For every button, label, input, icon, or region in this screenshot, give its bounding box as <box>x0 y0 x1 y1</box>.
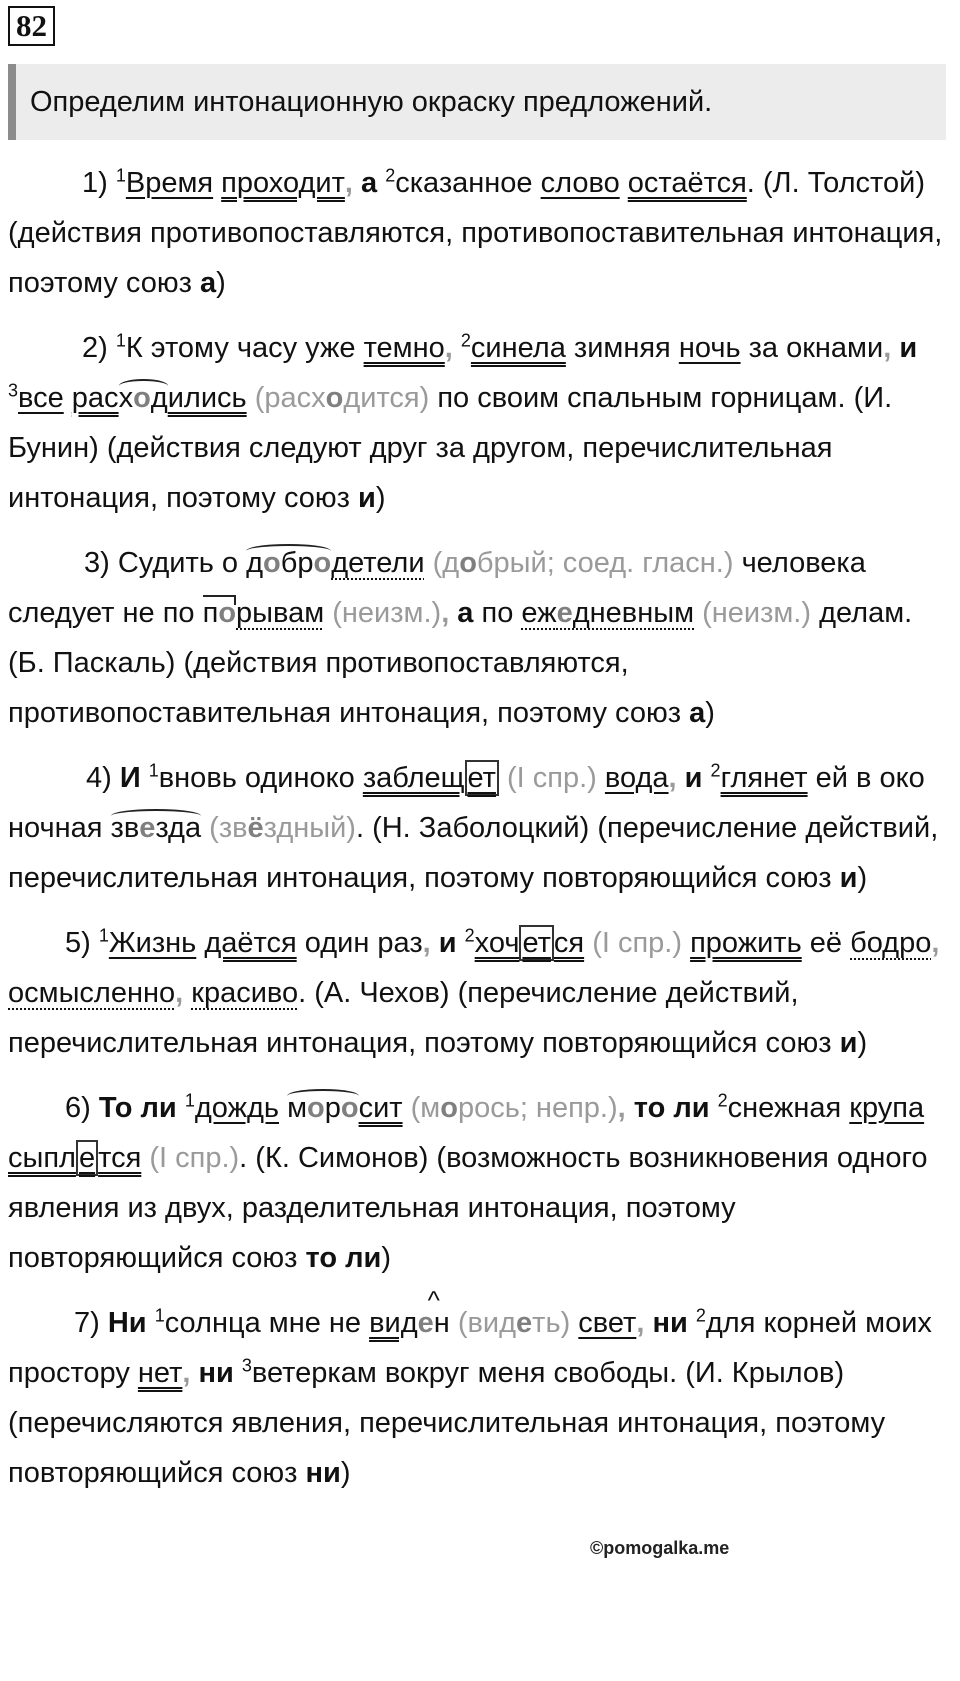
answer-item-5: 5) $^1$Жизнь даётся один раз, и $^2$хоч ет ся (I спр.) прожить её бодро, осмысленно, красиво. (А. Чехов) (перечисление действий, перечислительная интонация, поэтому повторяющийся союз и) <box>8 925 940 1059</box>
subject: Время <box>125 167 214 199</box>
word-ending-box: ет <box>465 760 499 796</box>
answer-item-3: 3) Судить о добродетели (добрый; соед. гласн.) человека следует не по порывам (неизм.), а по ежедневным (неизм.) делам. (Б. Паскаль) (действия противопоставляются, противопоставительная интонация, поэтому союз а) <box>8 547 913 729</box>
check-word-hint: (расходится) <box>254 382 430 414</box>
watermark: ©pomogalka.me <box>590 1538 730 1558</box>
answer-list <box>8 158 952 1513</box>
task-heading: Определим интонационную окраску предложений. <box>8 64 946 140</box>
answer-item-7: 7) Ни $^1$солнца мне не вид^ ен (видеть) свет, ни $^2$для корней моих простору нет, ни $^3$ветеркам вокруг меня свободы. (И. Крылов) (перечисляются явления, перечислительная интонация, поэтому повторяющийся союз ни) <box>8 1298 952 1498</box>
word-with-root-mark: расходились <box>71 382 247 414</box>
answer-item-2: 2) $^1$К этому часу уже темно, $^2$синела зимняя ночь за окнами, и $^3$все расходились (расходится) по своим спальным горницам. (И. Бунин) (действия следуют друг за другом, перечислительная интонация, поэтому союз и) <box>8 330 918 514</box>
answer-item-4: 4) И $^1$вновь одиноко заблещ ет (I спр.) вода, и $^2$глянет ей в око ночная звезда (звёздный). (Н. Заболоцкий) (перечисление действий, перечислительная интонация, поэтому повторяющийся союз и) <box>8 760 939 894</box>
answer-item-1: 1) $^1$Время проходит, а $^2$сказанное слово остаётся. (Л. Толстой) (действия противопоставляются, противопоставительная интонация, поэтому союз а) <box>8 165 943 299</box>
exercise-number: 82 <box>8 6 55 46</box>
answer-item-6: 6) То ли $^1$дождь моросит (морось; непр.), то ли $^2$снежная крупа сыпл е тся (I спр.). (К. Симонов) (возможность возникновения одного явления из двух, разделительная интонация, поэтому повторяющийся союз то ли) <box>8 1090 928 1274</box>
predicate: проходит <box>221 167 345 199</box>
conjunction: а <box>352 167 386 199</box>
